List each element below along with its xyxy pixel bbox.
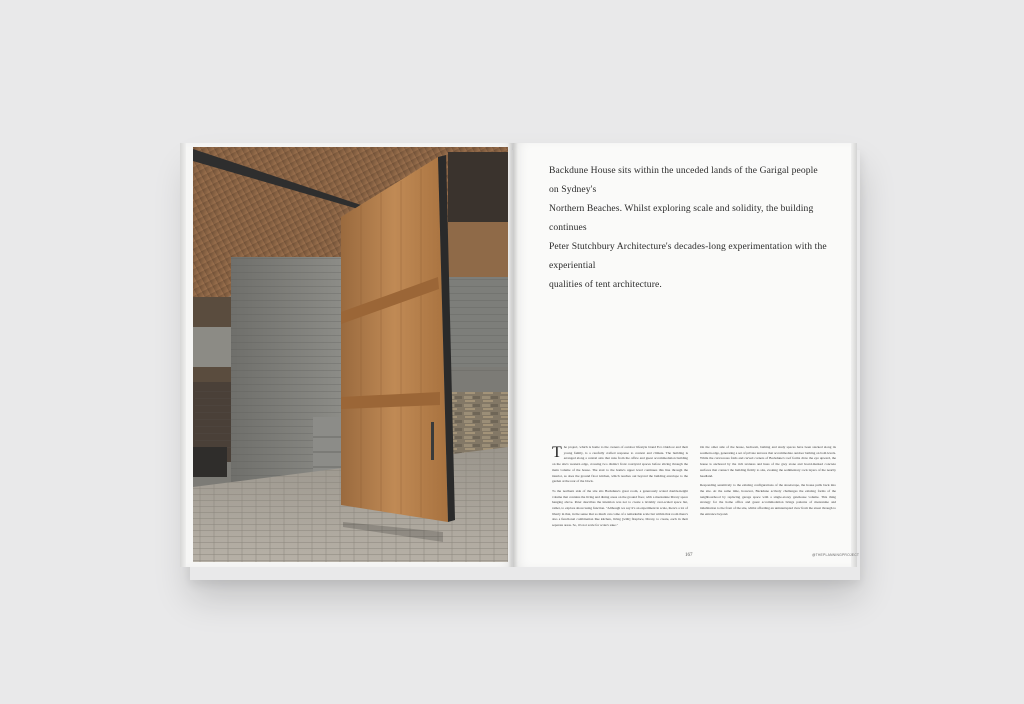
body-paragraph [552, 445, 688, 485]
architecture-photo [193, 147, 508, 562]
body-column-left [552, 445, 688, 533]
page-number: 167 [685, 553, 693, 558]
drop-cap: T [552, 445, 562, 461]
body-paragraph: To the northern side of the site sits Backdune's great room, a generously scaled double-height volume that contains the living and dining areas on the ground floor, with a mezzanine library space hanging above. Peter describes the intention was not to create a lavishly over-scaled space but, rather, to explore showcasing function. "Although we say it's an experiment in scale, there's a lot of liberty in that, in the sense that so much can come of a remarkable scale but within that room there's also a functional combination like kitchen, living [with] fireplace, library, to create, each in their separate areas. So, it's not scale for scale's sake." [552, 488, 688, 528]
body-text: he project, which is home to the owners of outdoor lifestyle brand Eco Outdoor and their young family, is a carefully crafted response to context and climate. The building is arranged along a central axis that runs from the office and guest accommodation building on the site's western edge, crossing two distinct front courtyard spaces before slicing through the main volume of the house. The stair to the home's upper level continues this line through the interior, as does the ground floor kitchen, which reaches out beyond the building envelope to the garden at the rear of the block. [552, 445, 688, 484]
intro-line: Backdune House sits within the unceded lands of the Garigal people on Sydney's [549, 165, 818, 195]
body-paragraph: On the other side of the house, bedroom, bathing and study spaces have been stacked along its southern edge, generating a set of private terraces that accommodate outdoor bathing on both levels. While the curvaceous folds and carved corners of Backdune's roof forms draw the eye upward, the house is anchored by the rich textures and hues of the grey stone and board-marked concrete surfaces that connect the building firmly to site, evoking the sedimentary rock layers of the nearby headland. [700, 445, 836, 478]
intro-line: Northern Beaches. Whilst exploring scale and solidity, the building continues [549, 203, 814, 233]
book-gutter [508, 143, 518, 567]
social-handle: @THEPLANNINGPROJECT [812, 553, 860, 557]
body-paragraph: Responding sensitively to the existing configurations of the streetscape, the house pulls back into the site. At the same time, however, Backdune actively challenges the existing forms of the neighbourhood by replacing garage space with a single-storey gatehouse volume. This thing strategy for the home office and guest accommodation brings patterns of mezzanine and inhabitation to the front of the site, whilst affording an uninterrupted view from the street through to the entrance beyond. [700, 483, 836, 516]
left-page-edge [180, 143, 186, 567]
intro-line: Peter Stutchbury Architecture's decades-long experimentation with the experiential [549, 241, 827, 271]
body-column-right [700, 445, 836, 533]
intro-line: qualities of tent architecture. [549, 279, 662, 290]
body-text-columns [552, 445, 836, 533]
intro-paragraph [549, 161, 829, 294]
right-page-edge [851, 143, 857, 567]
